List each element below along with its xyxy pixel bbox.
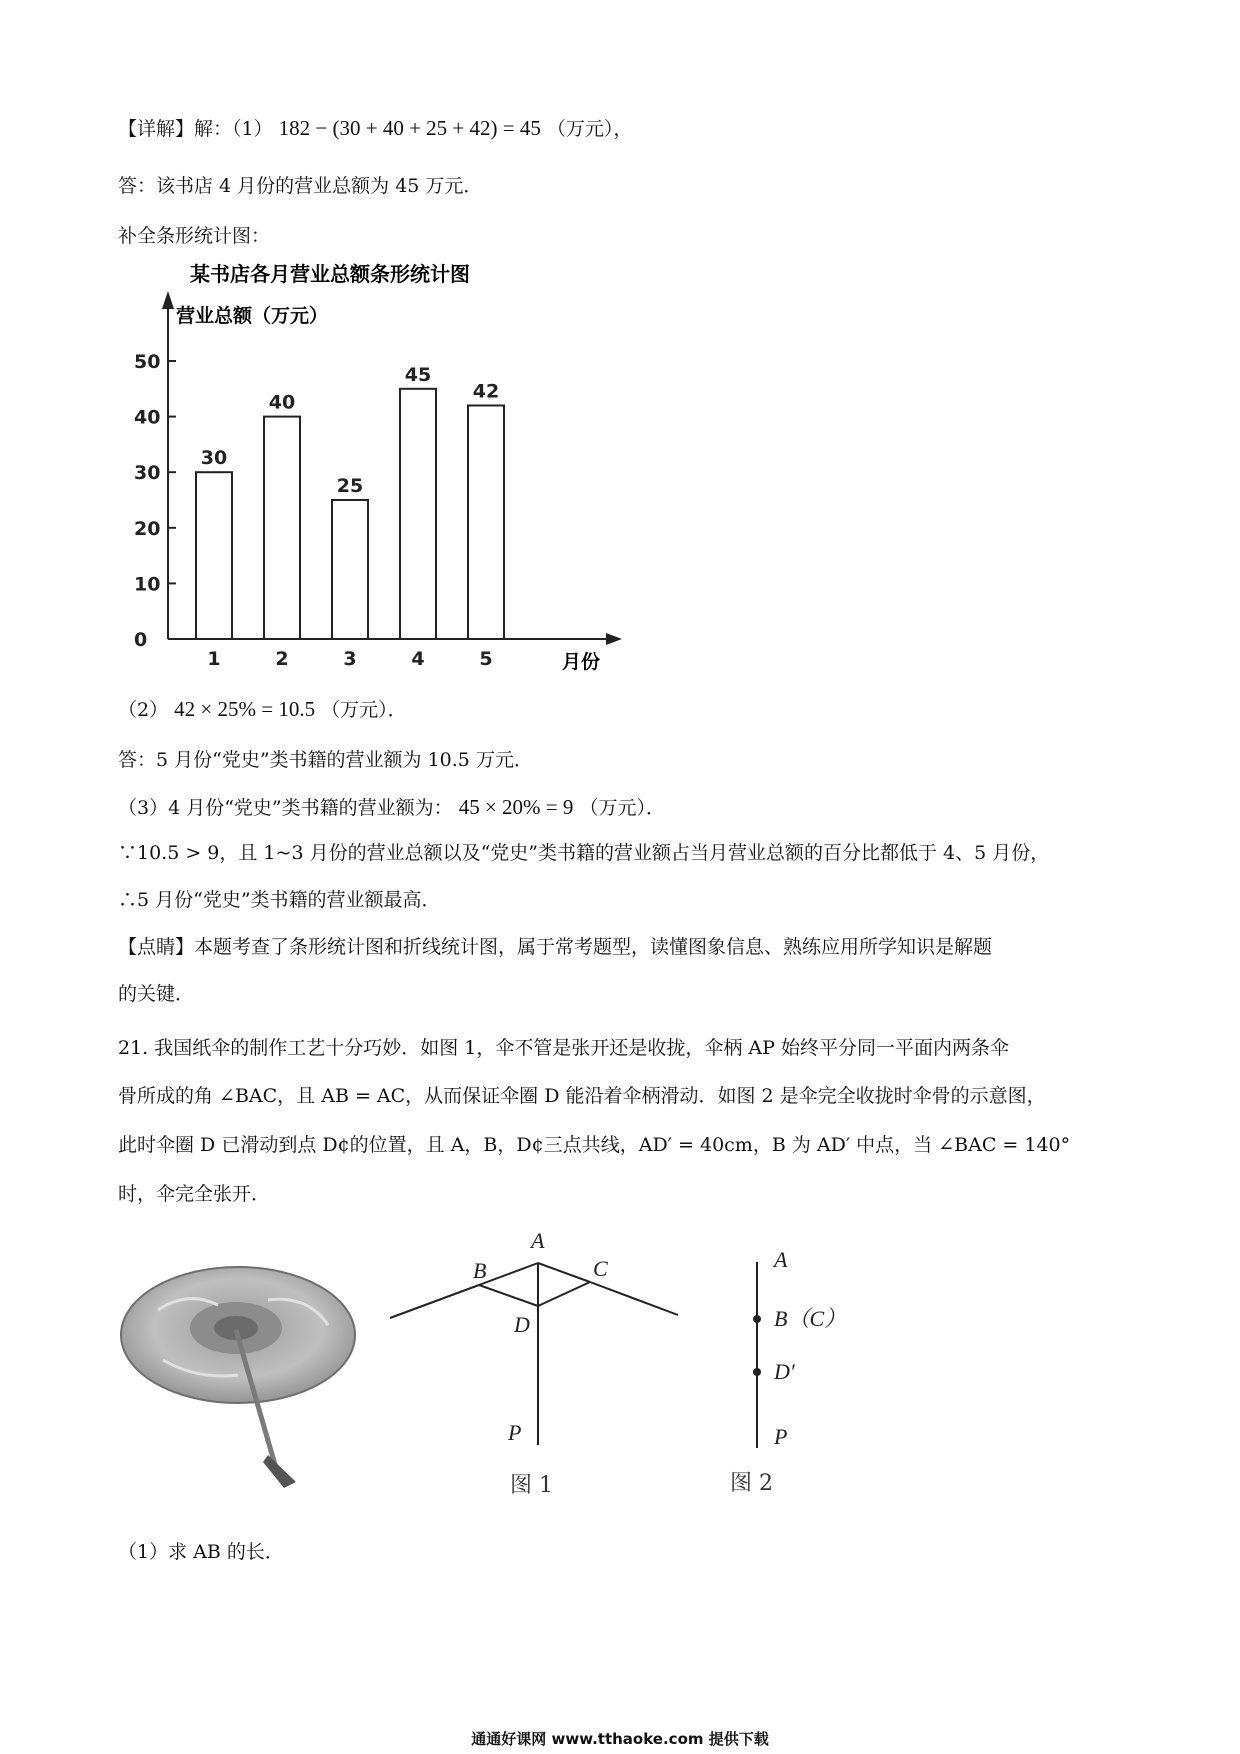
- because-line: ∵10.5 > 9，且 1~3 月份的营业总额以及“党史”类书籍的营业额占当月营业总额的百分比都低于 4、5 月份，: [118, 842, 1050, 864]
- p2-formula: 42 × 25% = 10.5: [174, 697, 316, 721]
- bar-4: [400, 389, 436, 639]
- y-tick-label: 40: [134, 406, 161, 429]
- p2-prefix: （2）: [118, 699, 169, 721]
- problem21-line-1: 21. 我国纸伞的制作工艺十分巧妙．如图 1，伞不管是张开还是收拢，伞柄 AP 始终平分同一平面内两条伞: [118, 1037, 1009, 1059]
- bar-2: [264, 417, 300, 639]
- bar-value-label: 25: [336, 475, 364, 497]
- fig1-label-P: P: [508, 1420, 522, 1445]
- fig2-caption: 图 2: [730, 1471, 773, 1496]
- p1-unit: （万元），: [546, 118, 633, 140]
- solution-line-1: [118, 114, 632, 143]
- fig1-label-B: B: [473, 1258, 487, 1283]
- fig1-label-A: A: [531, 1230, 545, 1253]
- fig2-label-B: B（C）: [774, 1306, 847, 1331]
- fig2-point-B: [753, 1315, 761, 1323]
- p1-answer: 答：该书店 4 月份的营业总额为 45 万元．: [118, 175, 483, 197]
- fig2-point-D: [753, 1368, 761, 1376]
- p3-text: （3）4 月份“党史”类书籍的营业额为：: [118, 797, 453, 819]
- fig2-label-D: D′: [774, 1359, 795, 1384]
- comment-line-1: 【点睛】本题考查了条形统计图和折线统计图，属于常考题型，读懂图象信息、熟练应用所学知识是解题: [118, 936, 993, 958]
- p3-unit: （万元）．: [579, 797, 665, 819]
- bar-value-label: 40: [268, 391, 296, 414]
- bar-1: [196, 472, 232, 639]
- bar-chart: [130, 255, 630, 675]
- x-tick-label: 1: [207, 648, 221, 670]
- x-tick-label: 3: [343, 648, 357, 670]
- p2-answer: 答：5 月份“党史”类书籍的营业额为 10.5 万元．: [118, 749, 533, 771]
- x-tick-label: 4: [411, 648, 425, 670]
- x-axis-arrow: [606, 633, 622, 645]
- fig1-label-D: D: [514, 1312, 530, 1337]
- question-1: （1）求 AB 的长．: [118, 1541, 284, 1563]
- fig1-caption: 图 1: [510, 1473, 553, 1498]
- umbrella-picture: [118, 1250, 358, 1490]
- problem21-line-4: 时，伞完全张开．: [118, 1183, 271, 1205]
- chart-ylabel: 营业总额（万元）: [176, 305, 329, 327]
- p2-unit: （万元）．: [321, 699, 407, 721]
- chart-intro: 补全条形统计图：: [118, 225, 271, 247]
- y-tick-label: 20: [134, 517, 161, 540]
- p1-formula: 182 − (30 + 40 + 25 + 42) = 45: [278, 116, 541, 140]
- chart-bars: [196, 364, 504, 639]
- comment-line-2: 的关键．: [118, 983, 195, 1005]
- chart-x-ticks: [207, 648, 492, 670]
- fig2-label-P: P: [774, 1424, 788, 1449]
- fig2-label-A: A: [774, 1247, 788, 1272]
- y-tick-label: 10: [134, 573, 161, 596]
- chart-title: 某书店各月营业总额条形统计图: [190, 262, 470, 286]
- p1-prefix: 解：（1）: [194, 118, 273, 140]
- p3-formula: 45 × 20% = 9: [458, 795, 574, 819]
- bar-value-label: 30: [200, 447, 228, 470]
- therefore-line: ∴5 月份“党史”类书籍的营业额最高．: [118, 889, 441, 911]
- bar-value-label: 42: [472, 380, 500, 403]
- fig1-label-C: C: [593, 1256, 608, 1281]
- figure-2: [715, 1230, 895, 1510]
- problem21-line-3: 此时伞圈 D 已滑动到点 D¢的位置，且 A，B，D¢三点共线，AD′ = 40cm，B 为 AD′ 中点，当 ∠BAC = 140°: [118, 1134, 1071, 1156]
- y-axis-arrow: [162, 291, 174, 309]
- bar-5: [468, 405, 504, 639]
- x-tick-label: 2: [275, 648, 289, 670]
- solution-line-2: [118, 695, 407, 724]
- footer-text: 通通好课网 www.tthaoke.com 提供下载: [471, 1730, 769, 1748]
- y-tick-label: 30: [134, 462, 161, 485]
- figure-1: [385, 1230, 685, 1510]
- x-tick-label: 5: [479, 648, 493, 670]
- bar-value-label: 45: [404, 363, 432, 386]
- bar-3: [332, 500, 368, 639]
- y-tick-label: 50: [134, 351, 161, 373]
- problem21-line-2: 骨所成的角 ∠BAC，且 AB = AC，从而保证伞圈 D 能沿着伞柄滑动．如图 2 是伞完全收拢时伞骨的示意图，: [118, 1085, 1046, 1107]
- chart-y-ticks: [134, 351, 176, 651]
- solution-line-3: [118, 793, 665, 822]
- chart-xlabel: 月份: [562, 651, 601, 673]
- y-tick-label: 0: [134, 629, 148, 651]
- detail-label: 【详解】: [118, 118, 195, 140]
